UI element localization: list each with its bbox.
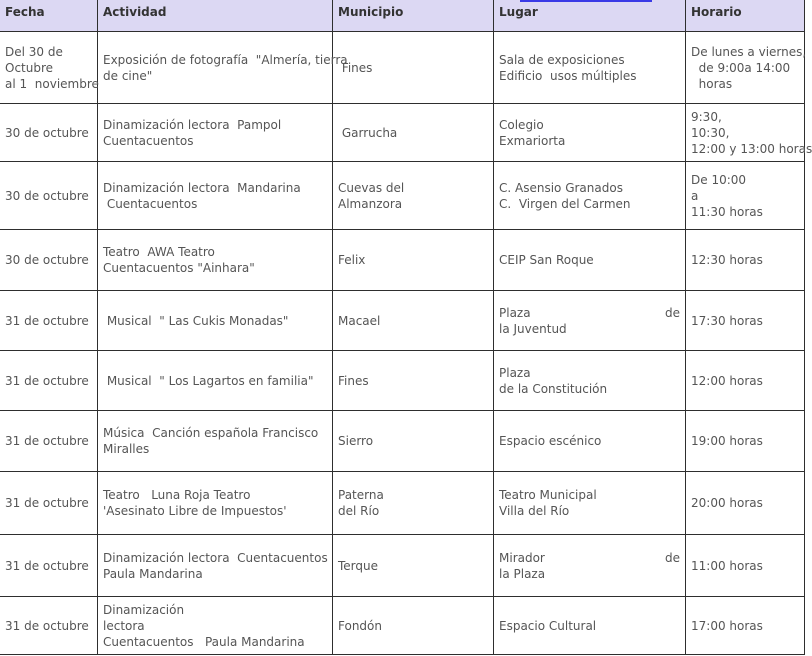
cell-line: CEIP San Roque — [499, 253, 594, 267]
cell-line: Cuentacuentos "Ainhara" — [103, 261, 255, 275]
cell-line: 11:30 horas — [691, 204, 763, 219]
cell-line: 31 de octubre — [5, 618, 89, 633]
table-row — [0, 411, 805, 472]
header-actividad: Actividad — [98, 0, 333, 32]
cell-line: 10:30, — [691, 125, 730, 140]
cell-actividad — [98, 162, 333, 230]
table-row — [0, 291, 805, 351]
cell-municipio — [333, 162, 494, 230]
cell-lugar — [494, 32, 686, 104]
table-row — [0, 104, 805, 162]
cell-line: la Plaza — [499, 566, 546, 581]
cell-horario — [686, 291, 805, 351]
cell-line: a — [691, 188, 699, 203]
cell-line: lectora — [103, 618, 145, 633]
cell-municipio — [333, 351, 494, 411]
cell-municipio — [333, 104, 494, 162]
cell-lugar — [494, 104, 686, 162]
cell-line: 'Asesinato Libre de Impuestos' — [103, 504, 287, 518]
cell-line: Musical " Los Lagartos en familia" — [103, 373, 314, 388]
cell-lugar — [494, 351, 686, 411]
cell-line: de 9:00a 14:00 — [691, 60, 791, 75]
cell-line: Paterna — [338, 488, 384, 502]
cell-line: Del 30 de — [5, 44, 63, 59]
table-row — [0, 230, 805, 291]
cell-lugar — [494, 230, 686, 291]
cell-line: 31 de octubre — [5, 558, 89, 573]
cell-line: Espacio escénico — [499, 434, 602, 448]
cell-line: Colegio — [499, 117, 544, 132]
cell-justified-line — [499, 305, 680, 321]
cell-actividad — [98, 32, 348, 104]
cell-line: Cuevas del — [338, 180, 405, 195]
cell-line: Exmariorta — [499, 133, 566, 148]
cell-actividad — [98, 291, 333, 351]
cell-line: Edificio usos múltiples — [499, 68, 637, 83]
cell-municipio — [333, 291, 494, 351]
cell-line: de cine" — [103, 68, 153, 83]
cell-line: Teatro Municipal — [499, 488, 597, 502]
cell-line: Dinamización lectora Mandarina — [103, 180, 301, 195]
cell-line: Sala de exposiciones — [499, 52, 625, 67]
cell-line: 30 de octubre — [5, 188, 89, 203]
table-row — [0, 472, 805, 535]
cell-municipio — [333, 411, 494, 472]
cell-line: Paula Mandarina — [103, 566, 203, 581]
cell-horario — [686, 230, 805, 291]
table-row — [0, 162, 805, 230]
cell-line: al 1 noviembre — [5, 76, 99, 91]
cell-line: Mirador — [499, 550, 545, 565]
cell-horario — [686, 411, 805, 472]
cell-lugar — [494, 162, 686, 230]
cell-line: la Juventud — [499, 321, 567, 336]
cell-horario — [686, 351, 805, 411]
cell-actividad — [98, 104, 333, 162]
cell-line: 17:30 horas — [691, 313, 763, 328]
header-row — [0, 0, 805, 32]
cell-line: Musical " Las Cukis Monadas" — [103, 313, 289, 328]
cell-municipio — [333, 535, 494, 597]
cell-line: Dinamización — [103, 602, 185, 617]
cell-fecha — [0, 351, 98, 411]
cell-line: Espacio Cultural — [499, 618, 597, 633]
cell-horario — [686, 472, 805, 535]
cell-line: De 10:00 — [691, 172, 747, 187]
cell-line: 17:00 horas — [691, 618, 763, 633]
cell-line: 31 de octubre — [5, 313, 89, 328]
cell-line: Música Canción española Francisco — [103, 426, 319, 440]
cell-line: 31 de octubre — [5, 496, 89, 510]
cell-line: C. Virgen del Carmen — [499, 196, 631, 211]
cell-horario — [686, 535, 805, 597]
cell-line: de la Constitución — [499, 381, 608, 396]
cell-horario — [686, 162, 805, 230]
cell-line: Octubre — [5, 60, 54, 75]
cell-municipio — [333, 472, 494, 535]
cell-lugar — [494, 291, 686, 351]
cell-horario — [686, 32, 805, 104]
cell-line: 31 de octubre — [5, 434, 89, 448]
cell-line: Villa del Río — [499, 504, 570, 518]
cell-fecha — [0, 230, 98, 291]
header-horario: Horario — [686, 0, 805, 32]
cell-fecha — [0, 411, 98, 472]
cell-line: Teatro AWA Teatro — [103, 245, 215, 259]
cell-line: Cuentacuentos — [103, 196, 198, 211]
cell-municipio — [333, 597, 494, 655]
cell-fecha — [0, 162, 98, 230]
cell-lugar — [494, 597, 686, 655]
cell-line: Terque — [338, 558, 379, 573]
header-link-underline[interactable] — [520, 0, 652, 2]
cell-line: 31 de octubre — [5, 373, 89, 388]
cell-fecha — [0, 104, 98, 162]
cell-actividad — [98, 351, 333, 411]
cell-line: 12:00 y 13:00 horas — [691, 141, 812, 156]
table-row — [0, 32, 805, 104]
table-row — [0, 597, 805, 655]
cell-lugar — [494, 535, 686, 597]
cell-line: Plaza — [499, 305, 531, 320]
cell-line: Cuentacuentos — [103, 133, 194, 148]
cell-fecha — [0, 291, 98, 351]
cell-municipio — [333, 230, 494, 291]
cell-line: Fondón — [338, 618, 382, 633]
cell-municipio — [333, 32, 494, 104]
cell-actividad — [98, 597, 333, 655]
cell-horario — [686, 597, 805, 655]
cell-line: Fines — [338, 60, 373, 75]
cell-line: Exposición de fotografía "Almería, tierra — [103, 52, 348, 67]
header-municipio: Municipio — [333, 0, 494, 32]
cell-line: Macael — [338, 313, 381, 328]
cell-line: Cuentacuentos Paula Mandarina — [103, 634, 305, 649]
cell-line: C. Asensio Granados — [499, 180, 623, 195]
cell-line: de — [665, 305, 680, 320]
cell-line: del Río — [338, 504, 380, 518]
cell-fecha — [0, 472, 98, 535]
cell-line: Sierro — [338, 434, 374, 448]
cell-line: de — [665, 550, 680, 565]
cell-line: Dinamización lectora Cuentacuentos — [103, 550, 328, 565]
cell-line: 30 de octubre — [5, 125, 89, 140]
cell-horario — [686, 104, 812, 162]
cell-actividad — [98, 411, 333, 472]
cell-line: Dinamización lectora Pampol — [103, 117, 282, 132]
cell-line: Almanzora — [338, 196, 403, 211]
cell-line: 30 de octubre — [5, 253, 89, 267]
cell-line: 11:00 horas — [691, 558, 763, 573]
table-row — [0, 535, 805, 597]
cell-line: Plaza — [499, 365, 531, 380]
cell-line: horas — [691, 76, 733, 91]
cell-lugar — [494, 472, 686, 535]
cell-fecha — [0, 32, 98, 104]
table-row — [0, 351, 805, 411]
cell-actividad — [98, 472, 333, 535]
cell-line: Teatro Luna Roja Teatro — [103, 488, 251, 502]
cell-line: Garrucha — [338, 125, 398, 140]
header-lugar: Lugar — [494, 0, 686, 32]
cell-fecha — [0, 535, 98, 597]
cell-actividad — [98, 535, 333, 597]
cell-line: 9:30, — [691, 109, 722, 124]
cell-line: De lunes a viernes, — [691, 44, 807, 59]
cell-fecha — [0, 597, 98, 655]
cell-line: 12:00 horas — [691, 373, 763, 388]
cell-line: 20:00 horas — [691, 496, 763, 510]
cell-line: Miralles — [103, 442, 150, 456]
cell-line: Felix — [338, 253, 366, 267]
cell-line: 19:00 horas — [691, 434, 763, 448]
cell-line: Fines — [338, 373, 369, 388]
cell-actividad — [98, 230, 333, 291]
cell-lugar — [494, 411, 686, 472]
cell-line: 12:30 horas — [691, 253, 763, 267]
header-fecha: Fecha — [0, 0, 98, 32]
cell-justified-line — [499, 550, 680, 566]
